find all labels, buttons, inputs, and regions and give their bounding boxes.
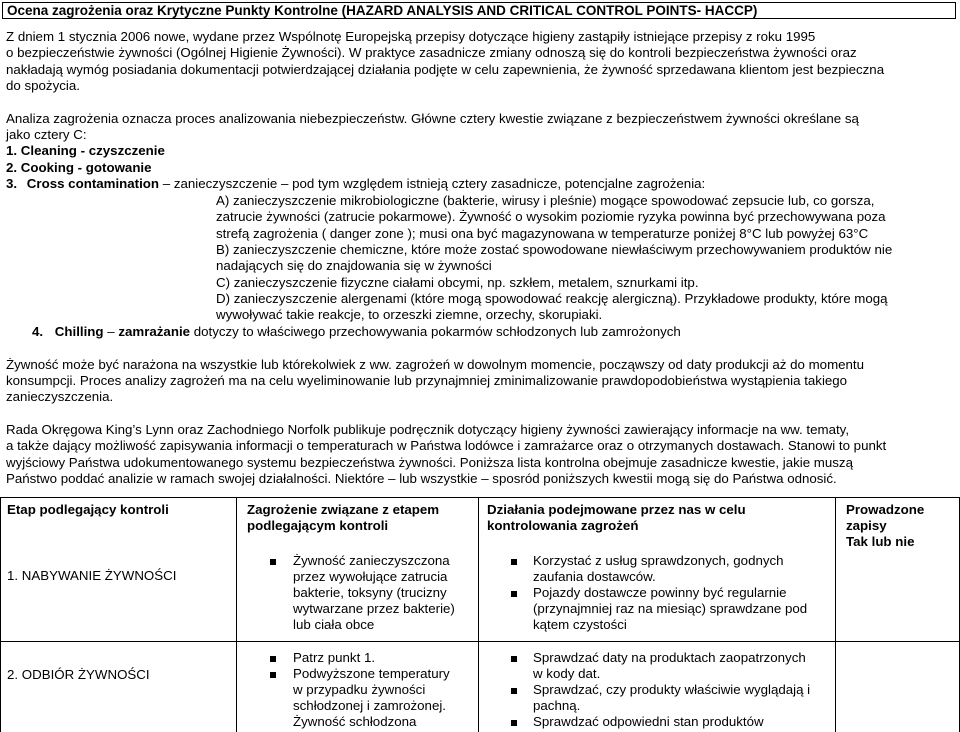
row1-action2-line-1: Pojazdy dostawcze powinny być regularnie [533,585,787,600]
row1-hazard-line-2: przez wywołujące zatrucia [293,569,448,584]
row1-hazard-line-4: wytwarzane przez bakterie) [293,601,455,616]
table-rule-col3 [478,497,479,732]
sub-line-b1: B) zanieczyszczenie chemiczne, które może zostać spowodowane niewłaściwym przechowywaniem produktów nie [216,242,893,257]
header-actions-1: Działania podejmowane przez nas w celu [487,502,746,517]
row2-action2-line-1: Sprawdzać, czy produkty właściwie wyglądają i [533,682,811,697]
para3-line-4: Państwo poddać analizie w ramach swojej działalności. Niektóre – lub wszystkie – sposród poniższych kwestii mogą się do Państwa odnosić. [6,471,837,486]
sub-line-a1: A) zanieczyszczenie mikrobiologiczne (bakterie, wirusy i pleśnie) mogące spowodować zepsucie lub, co gorsza, [216,193,875,208]
c4-number: 4. [32,324,44,339]
row2-hazard2-line-2: w przypadku żywności [293,682,426,697]
table-rule-left [0,497,1,732]
header-records-2: zapisy [846,518,887,533]
c4-title-pl: zamrażanie [118,324,191,339]
analysis-line-1: Analiza zagrożenia oznacza proces analizowania niebezpieczeństw. Główne cztery kwestie związane z bezpieczeństwem żywności określane są [6,111,859,126]
c-item-cooking: 2. Cooking - gotowanie [6,160,152,175]
para3-line-1: Rada Okręgowa King’s Lynn oraz Zachodniego Norfolk publikuje podręcznik dotyczący higieny żywności zawierający informacje na ww. tematy, [6,422,850,437]
row1-action1-line-1: Korzystać z usług sprawdzonych, godnych [533,553,784,568]
row1-hazard-line-1: Żywność zanieczyszczona [293,553,450,568]
checklist-table [0,497,960,732]
row2-hazard2-line-3: schłodzonej i zamrożonej. [293,698,446,713]
row2-action1-line-1: Sprawdzać daty na produktach zaopatrzonych [533,650,806,665]
sub-line-c: C) zanieczyszczenie fizyczne ciałami obcymi, np. szkłem, metalem, sznurkami itp. [216,275,699,290]
sub-line-b2: nadających się do znajdowania się w żywności [216,258,492,273]
table-rule-top [0,497,960,498]
table-rule-col2 [236,497,237,732]
bullet-square [511,688,517,694]
row2-hazard1-line-1: Patrz punkt 1. [293,650,376,665]
header-stage: Etap podlegający kontroli [7,502,169,517]
c4-title: Chilling [54,324,104,339]
intro-line-4: do spożycia. [6,78,80,93]
header-records-1: Prowadzone [846,502,925,517]
header-records-3: Tak lub nie [846,534,915,549]
para3-line-3: wyjściowy Państwa udokumentowanego systemu bezpieczeństwa żywności. Poniższa lista kontrolna obejmuje zasadnicze kwestie, jakie muszą [6,455,853,470]
c4-dash: – [103,324,119,339]
para3-line-2: a także dający możliwość zapisywania informacji o temperaturach w Państwa lodówce i zamrażarce oraz o otrzymanych dostawach. Stanowi to punkt [6,438,887,453]
bullet-square [270,656,276,662]
row2-action1-line-2: w kody dat. [533,666,601,681]
table-rule-row [0,641,960,642]
bullet-square [511,656,517,662]
header-hazard-1: Zagrożenie związane z etapem [247,502,440,517]
para2-line-1: Żywność może być narażona na wszystkie lub którekolwiek z ww. zagrożeń w dowolnym momencie, począwszy od daty produkcji aż do momentu [6,357,865,372]
c4-text: dotyczy to właściwego przechowywania pokarmów schłodzonych lub zamrożonych [190,324,681,339]
c3-number: 3. [6,176,18,191]
header-actions-2: kontrolowania zagrożeń [487,518,639,533]
row1-stage: 1. NABYWANIE ŻYWNOŚCI [7,568,177,583]
c3-text: – zanieczyszczenie – pod tym względem istnieją cztery zasadnicze, potencjalne zagrożenia: [159,176,706,191]
para2-line-2: konsumpcji. Proces analizy zagrożeń ma na celu wyeliminowanie lub przynajmniej zminimalizowanie prawdopodobieństwa wystąpienia takiego [6,373,848,388]
row1-hazard-line-5: lub ciała obce [293,617,375,632]
sub-line-d1: D) zanieczyszczenie alergenami (które mogą spowodować reakcję alergiczną). Przykładowe produkty, które mogą [216,291,888,306]
bullet-square [270,559,276,565]
intro-line-1: Z dniem 1 stycznia 2006 nowe, wydane przez Wspólnotę Europejską przepisy dotyczące higieny zastąpiły istniejące przepisy z roku 1995 [6,29,816,44]
c-item-cleaning: 1. Cleaning - czyszczenie [6,143,165,158]
row2-hazard2-line-4: Żywność schłodzona [293,714,417,729]
intro-line-3: nakładają wymóg posiadania dokumentacji potwierdzającej działania podjęte w celu zapewnienia, że żywność sprzedawana klientom jest bezpieczna [6,62,885,77]
row2-action3-line-1: Sprawdzać odpowiedni stan produktów [533,714,764,729]
document-title: Ocena zagrożenia oraz Krytyczne Punkty Kontrolne (HAZARD ANALYSIS AND CRITICAL CONTROL POINTS- HACCP) [7,3,758,18]
header-hazard-2: podlegającym kontroli [247,518,389,533]
row2-stage: 2. ODBIÓR ŻYWNOŚCI [7,667,150,682]
sub-line-a2: zatrucie żywności (zatrucie pokarmowe). Żywność o wysokim poziomie ryzyka powinna być przechowywana poza [216,209,886,224]
row1-action1-line-2: zaufania dostawców. [533,569,656,584]
para2-line-3: zanieczyszczenia. [6,389,114,404]
title-box [2,2,956,19]
bullet-square [270,672,276,678]
table-rule-col4 [835,497,836,732]
analysis-line-2: jako cztery C: [6,127,87,142]
intro-line-2: o bezpieczeństwie żywności (Ogólnej Higienie Żywności). W praktyce zasadnicze zmiany odnoszą się do kontroli bezpieczeństwa żywności oraz [6,45,857,60]
row2-hazard2-line-1: Podwyższone temperatury [293,666,450,681]
row2-action2-line-2: pachną. [533,698,581,713]
bullet-square [511,720,517,726]
sub-line-a3: strefą zagrożenia ( danger zone ); musi ona być magazynowana w temperaturze poniżej 8°C lub powyżej 63°C [216,226,869,241]
bullet-square [511,559,517,565]
c-item-cross-contamination [6,176,705,192]
row1-hazard-line-3: bakterie, toksyny (trucizny [293,585,447,600]
c3-title: Cross contamination [26,176,160,191]
row1-action2-line-3: kątem czystości [533,617,627,632]
sub-line-d2: wywoływać takie reakcje, to orzeszki ziemne, orzechy, skorupiaki. [216,307,603,322]
bullet-square [511,591,517,597]
c-item-chilling [32,324,681,340]
row1-action2-line-2: (przynajmniej raz na miesiąc) sprawdzane pod [533,601,808,616]
